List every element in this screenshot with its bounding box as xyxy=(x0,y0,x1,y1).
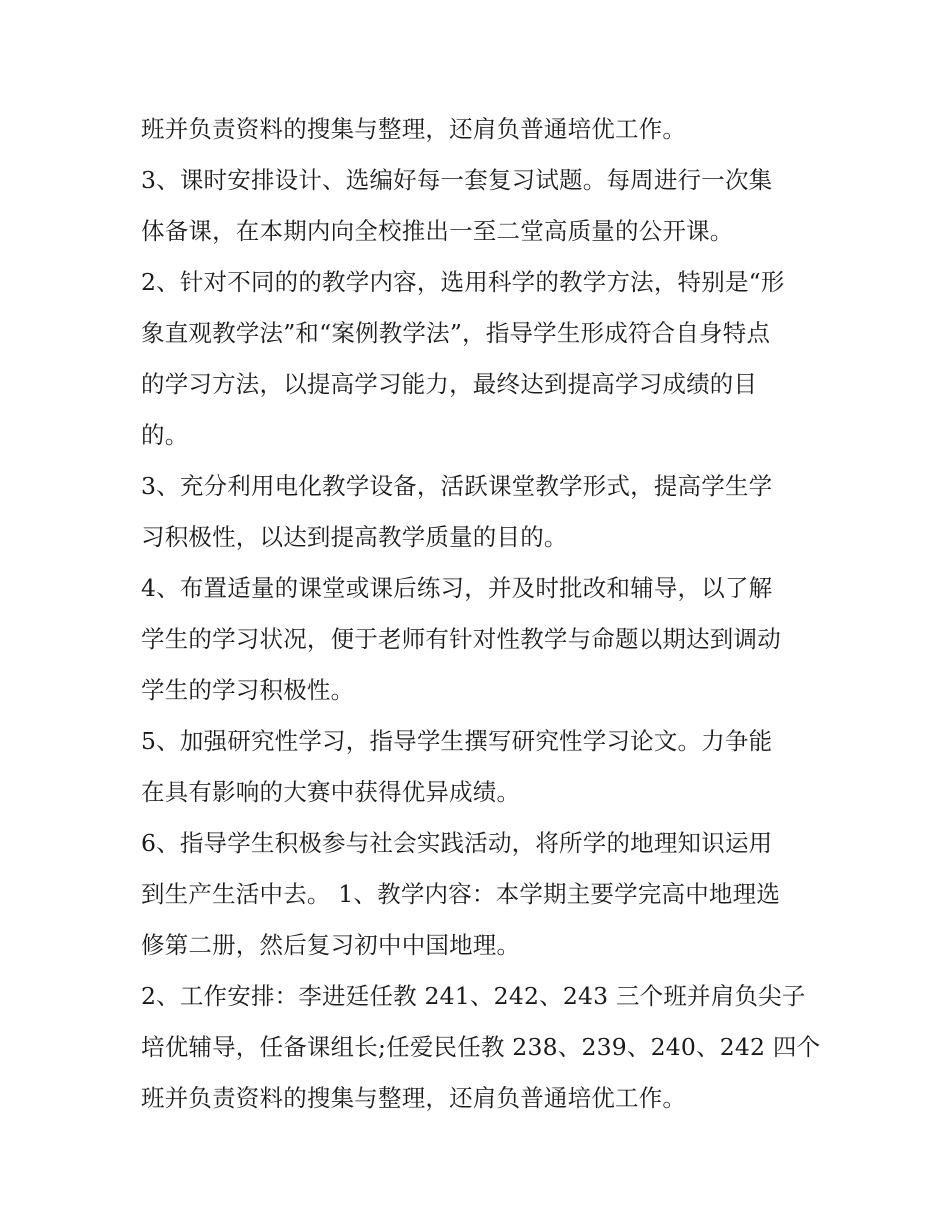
text-line: 到生产生活中去。 1、教学内容：本学期主要学完高中地理选 xyxy=(141,880,781,908)
text-line: 3、课时安排设计、选编好每一套复习试题。每周进行一次集 xyxy=(141,166,773,194)
text-line: 学生的学习状况，便于老师有针对性教学与命题以期达到调动 xyxy=(141,625,781,653)
text-line: 的。 xyxy=(141,421,189,449)
text-line: 2、针对不同的的教学内容，选用科学的教学方法，特别是“形 xyxy=(141,268,785,296)
text-line: 修第二册，然后复习初中中国地理。 xyxy=(141,931,521,959)
text-line: 班并负责资料的搜集与整理，还肩负普通培优工作。 xyxy=(141,115,687,143)
text-line: 在具有影响的大赛中获得优异成绩。 xyxy=(141,778,521,806)
text-line: 班并负责资料的搜集与整理，还肩负普通培优工作。 xyxy=(141,1084,687,1112)
text-line: 学生的学习积极性。 xyxy=(141,676,355,704)
text-line: 2、工作安排：李进廷任教 241、242、243 三个班并肩负尖子 xyxy=(141,982,806,1010)
text-line: 3、充分利用电化教学设备，活跃课堂教学形式，提高学生学 xyxy=(141,472,773,500)
text-line: 6、指导学生积极参与社会实践活动，将所学的地理知识运用 xyxy=(141,829,773,857)
text-line: 的学习方法，以提高学习能力，最终达到提高学习成绩的目 xyxy=(141,370,758,398)
text-line: 习积极性，以达到提高教学质量的目的。 xyxy=(141,523,568,551)
text-line: 5、加强研究性学习，指导学生撰写研究性学习论文。力争能 xyxy=(141,727,773,755)
text-line: 体备课，在本期内向全校推出一至二堂高质量的公开课。 xyxy=(141,217,734,245)
document-body xyxy=(141,104,821,1124)
text-line: 4、布置适量的课堂或课后练习，并及时批改和辅导，以了解 xyxy=(141,574,773,602)
text-line: 象直观教学法”和“案例教学法”，指导学生形成符合自身特点 xyxy=(141,319,771,347)
text-line: 培优辅导，任备课组长;任爱民任教 238、239、240、242 四个 xyxy=(141,1033,821,1061)
